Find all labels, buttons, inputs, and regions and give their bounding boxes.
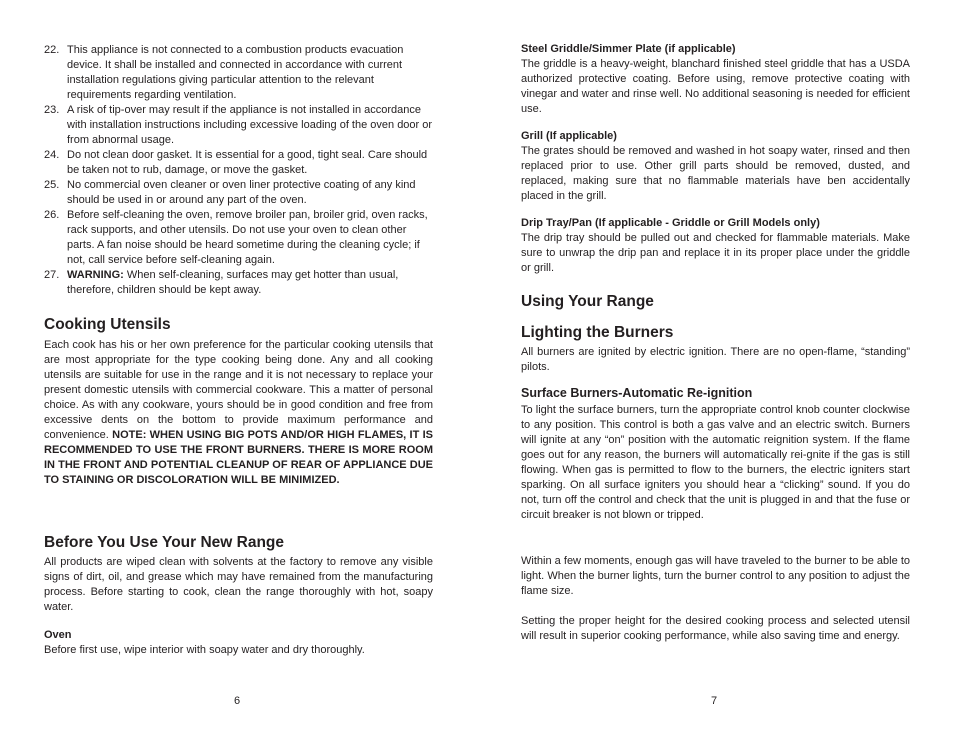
item-text: Do not clean door gasket. It is essential for a good, tight seal. Care should be taken not to rub, damage, or move the gasket. [67, 149, 428, 176]
item-text: When self-cleaning, surfaces may get hotter than usual, therefore, children should be kept away. [67, 269, 399, 296]
item-number: 27. [44, 269, 60, 281]
drip-heading: Drip Tray/Pan (If applicable - Griddle or Grill Models only) [521, 217, 820, 229]
griddle-body: The griddle is a heavy-weight, blanchard finished steel griddle that has a USDA authorized protective coating. Before using, remove protective coating with vinegar and water and rinse well. No additional seasoning is needed for efficient use. [521, 58, 910, 115]
item-number: 25. [44, 179, 60, 191]
using-range-heading: Using Your Range [521, 293, 654, 310]
oven-heading: Oven [44, 629, 72, 641]
item-number: 26. [44, 209, 60, 221]
warning-label: WARNING: [67, 269, 124, 281]
page-number-left: 6 [234, 695, 241, 707]
item-number: 23. [44, 104, 60, 116]
cooking-utensils-heading: Cooking Utensils [44, 316, 171, 333]
cooking-utensils-note: NOTE: WHEN USING BIG POTS AND/OR HIGH FLAMES, IT IS RECOMMENDED TO USE THE FRONT BURNERS. THERE IS MORE ROOM IN THE FRONT AND POTENTIAL CLEANUP OF REAR OF APPLIANCE DUE TO STAINING OR DISCOLORATION WILL BE MINIMIZED. [44, 429, 433, 486]
before-use-heading: Before You Use Your New Range [44, 534, 285, 551]
before-use-body: All products are wiped clean with solvents at the factory to remove any visible signs of dirt, oil, and grease which may have remained from the manufacturing process. Before starting to cook, clean the range thoroughly with hot, soapy water. [44, 556, 433, 613]
list-item [44, 148, 433, 178]
item-text: No commercial oven cleaner or oven liner protective coating of any kind should be used in or around any part of the oven. [67, 179, 416, 206]
item-number: 24. [44, 149, 60, 161]
ignition-paragraph: Within a few moments, enough gas will have traveled to the burner to be able to light. When the burner lights, turn the burner control to any position to adjust the flame size. [521, 555, 910, 597]
list-item [44, 103, 433, 148]
list-item [44, 43, 433, 103]
item-text: Before self-cleaning the oven, remove broiler pan, broiler grid, oven racks, rack supports, and other utensils. Do not use your oven to clean other parts. A fan noise should be heard sometime during the cleaning cycle; if not, call service before self-cleaning again. [67, 209, 428, 266]
surface-burners-heading: Surface Burners-Automatic Re-ignition [521, 386, 753, 400]
cooking-utensils-text: Each cook has his or her own preference for the particular cooking utensils that are most appropriate for the type cooking being done. Any and all cooking utensils are suitable for use in the range and it is not necessary to replace your present domestic utensils with commercial cookware. This a matter of personal choice. As with any cookware, yours should be in good condition and free from excessive dents on the bottom to provide maximum performance and convenience. [44, 339, 433, 441]
cooking-utensils-body [44, 338, 433, 488]
list-item [44, 268, 433, 298]
safety-instructions-list [44, 43, 433, 298]
grill-body: The grates should be removed and washed in hot soapy water, rinsed and then replaced prior to use. Other grill parts should be removed, dusted, and replaced, making sure that no flammable materials have ben accidentally placed in the grill. [521, 145, 910, 202]
griddle-heading: Steel Griddle/Simmer Plate (if applicable) [521, 43, 736, 55]
drip-body: The drip tray should be pulled out and checked for flammable materials. Make sure to unwrap the drip pan and replace it in its proper place under the griddle or grill. [521, 232, 910, 274]
oven-body: Before first use, wipe interior with soapy water and dry thoroughly. [44, 644, 365, 656]
list-item [44, 178, 433, 208]
page-number-right: 7 [711, 695, 718, 707]
flame-height-paragraph: Setting the proper height for the desired cooking process and selected utensil will result in superior cooking performance, while also saving time and energy. [521, 615, 910, 642]
grill-heading: Grill (If applicable) [521, 130, 617, 142]
item-text: This appliance is not connected to a combustion products evacuation device. It shall be installed and connected in accordance with current installation regulations giving particular attention to the relevant requirements regarding ventilation. [67, 44, 404, 101]
lighting-body: All burners are ignited by electric ignition. There are no open-flame, “standing” pilots. [521, 346, 910, 373]
surface-burners-body: To light the surface burners, turn the appropriate control knob counter clockwise to any position. This control is both a gas valve and an electric switch. Burners will ignite at any “on” position with the automatic reignition system. If the flame goes out for any reason, the burners will automatically rei-gnite if the gas is still flowing. When gas is permitted to flow to the burners, the electric igniters start sparking. On all surface igniters you should hear a “clicking” sound. If you do not, turn off the control and check that the unit is plugged in and that the fuse or circuit breaker is not blown or tripped. [521, 404, 910, 521]
item-text: A risk of tip-over may result if the appliance is not installed in accordance with installation instructions including excessive loading of the oven door or from abnormal usage. [67, 104, 433, 146]
item-number: 22. [44, 44, 60, 56]
list-item [44, 208, 433, 268]
lighting-heading: Lighting the Burners [521, 324, 674, 341]
